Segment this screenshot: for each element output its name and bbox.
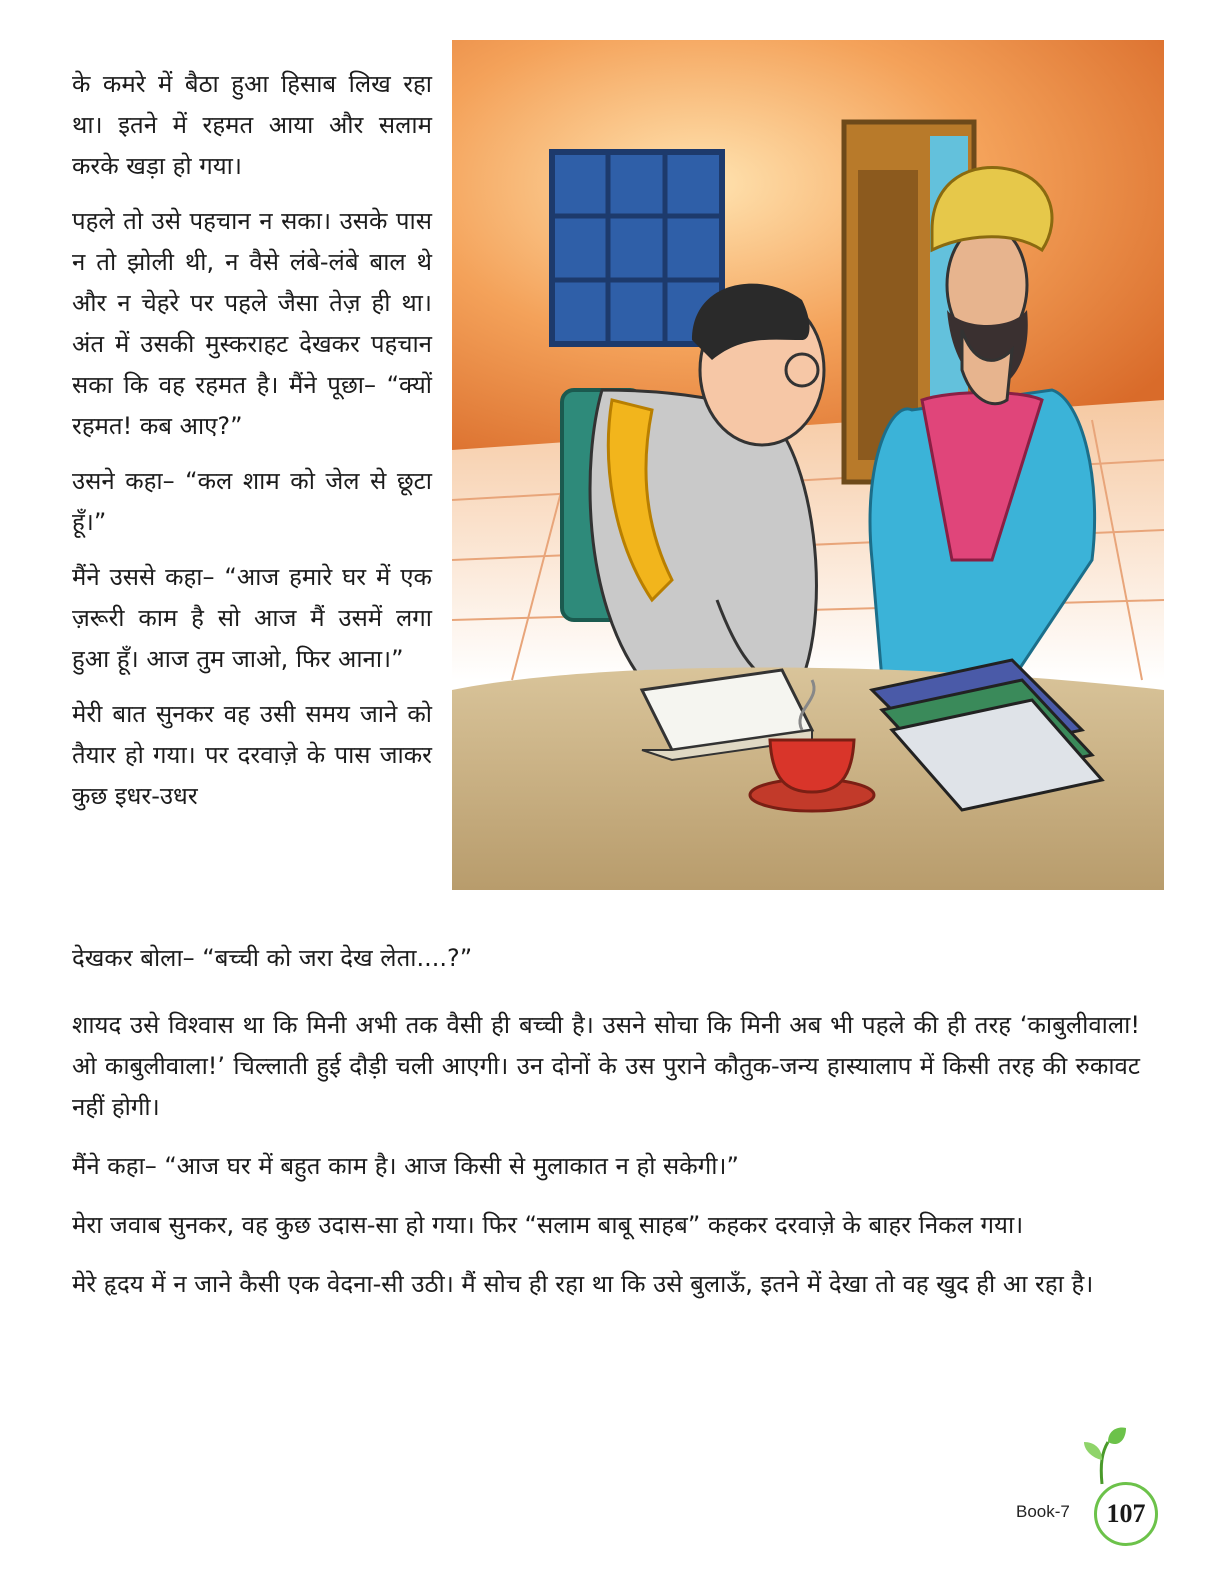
paragraph-5-continuation: देखकर बोला– “बच्ची को जरा देख लेता....?” xyxy=(72,944,473,972)
left-column-text xyxy=(72,64,432,831)
paragraph-4: मैंने उससे कहा– “आज हमारे घर में एक ज़रूरी काम है सो आज मैं उसमें लगा हुआ हूँ। आज तुम जाओ, फिर आना।” xyxy=(72,563,432,673)
story-illustration xyxy=(452,40,1164,890)
page-number: 107 xyxy=(1106,1499,1146,1528)
paragraph-5: मेरी बात सुनकर वह उसी समय जाने को तैयार हो गया। पर दरवाज़े के पास जाकर कुछ इधर-उधर xyxy=(72,700,432,810)
leaf-icon xyxy=(1078,1424,1128,1488)
paragraph-6: शायद उसे विश्वास था कि मिनी अभी तक वैसी ही बच्ची है। उसने सोचा कि मिनी अब भी पहले की ही तरह ‘काबुलीवाला! ओ काबुलीवाला!’ चिल्लाती हुई दौड़ी चली आएगी। उन दोनों के उस पुराने कौतुक-जन्य हास्यालाप में किसी तरह की रुकावट नहीं होगी। xyxy=(72,1011,1140,1121)
full-width-text xyxy=(72,1005,1140,1323)
paragraph-8: मेरा जवाब सुनकर, वह कुछ उदास-सा हो गया। फिर “सलाम बाबू साहब” कहकर दरवाज़े के बाहर निकल गया। xyxy=(72,1211,1024,1239)
page-number-badge xyxy=(1094,1482,1158,1546)
paragraph-9: मेरे हृदय में न जाने कैसी एक वेदना-सी उठी। मैं सोच ही रहा था कि उसे बुलाऊँ, इतने में देखा तो वह खुद ही आ रहा है। xyxy=(72,1270,1094,1298)
paragraph-7: मैंने कहा– “आज घर में बहुत काम है। आज किसी से मुलाकात न हो सकेगी।” xyxy=(72,1152,739,1180)
paragraph-3: उसने कहा– “कल शाम को जेल से छूटा हूँ।” xyxy=(72,467,432,536)
paragraph-1: के कमरे में बैठा हुआ हिसाब लिख रहा था। इतने में रहमत आया और सलाम करके खड़ा हो गया। xyxy=(72,70,432,180)
window xyxy=(552,152,722,344)
paragraph-2: पहले तो उसे पहचान न सका। उसके पास न तो झोली थी, न वैसे लंबे-लंबे बाल थे और न चेहरे पर पहले जैसा तेज़ ही था। अंत में उसकी मुस्कराहट देखकर पहचान सका कि वह रहमत है। मैंने पूछा– “क्यों रहमत! कब आए?” xyxy=(72,207,432,440)
book-label: Book-7 xyxy=(1016,1502,1070,1521)
